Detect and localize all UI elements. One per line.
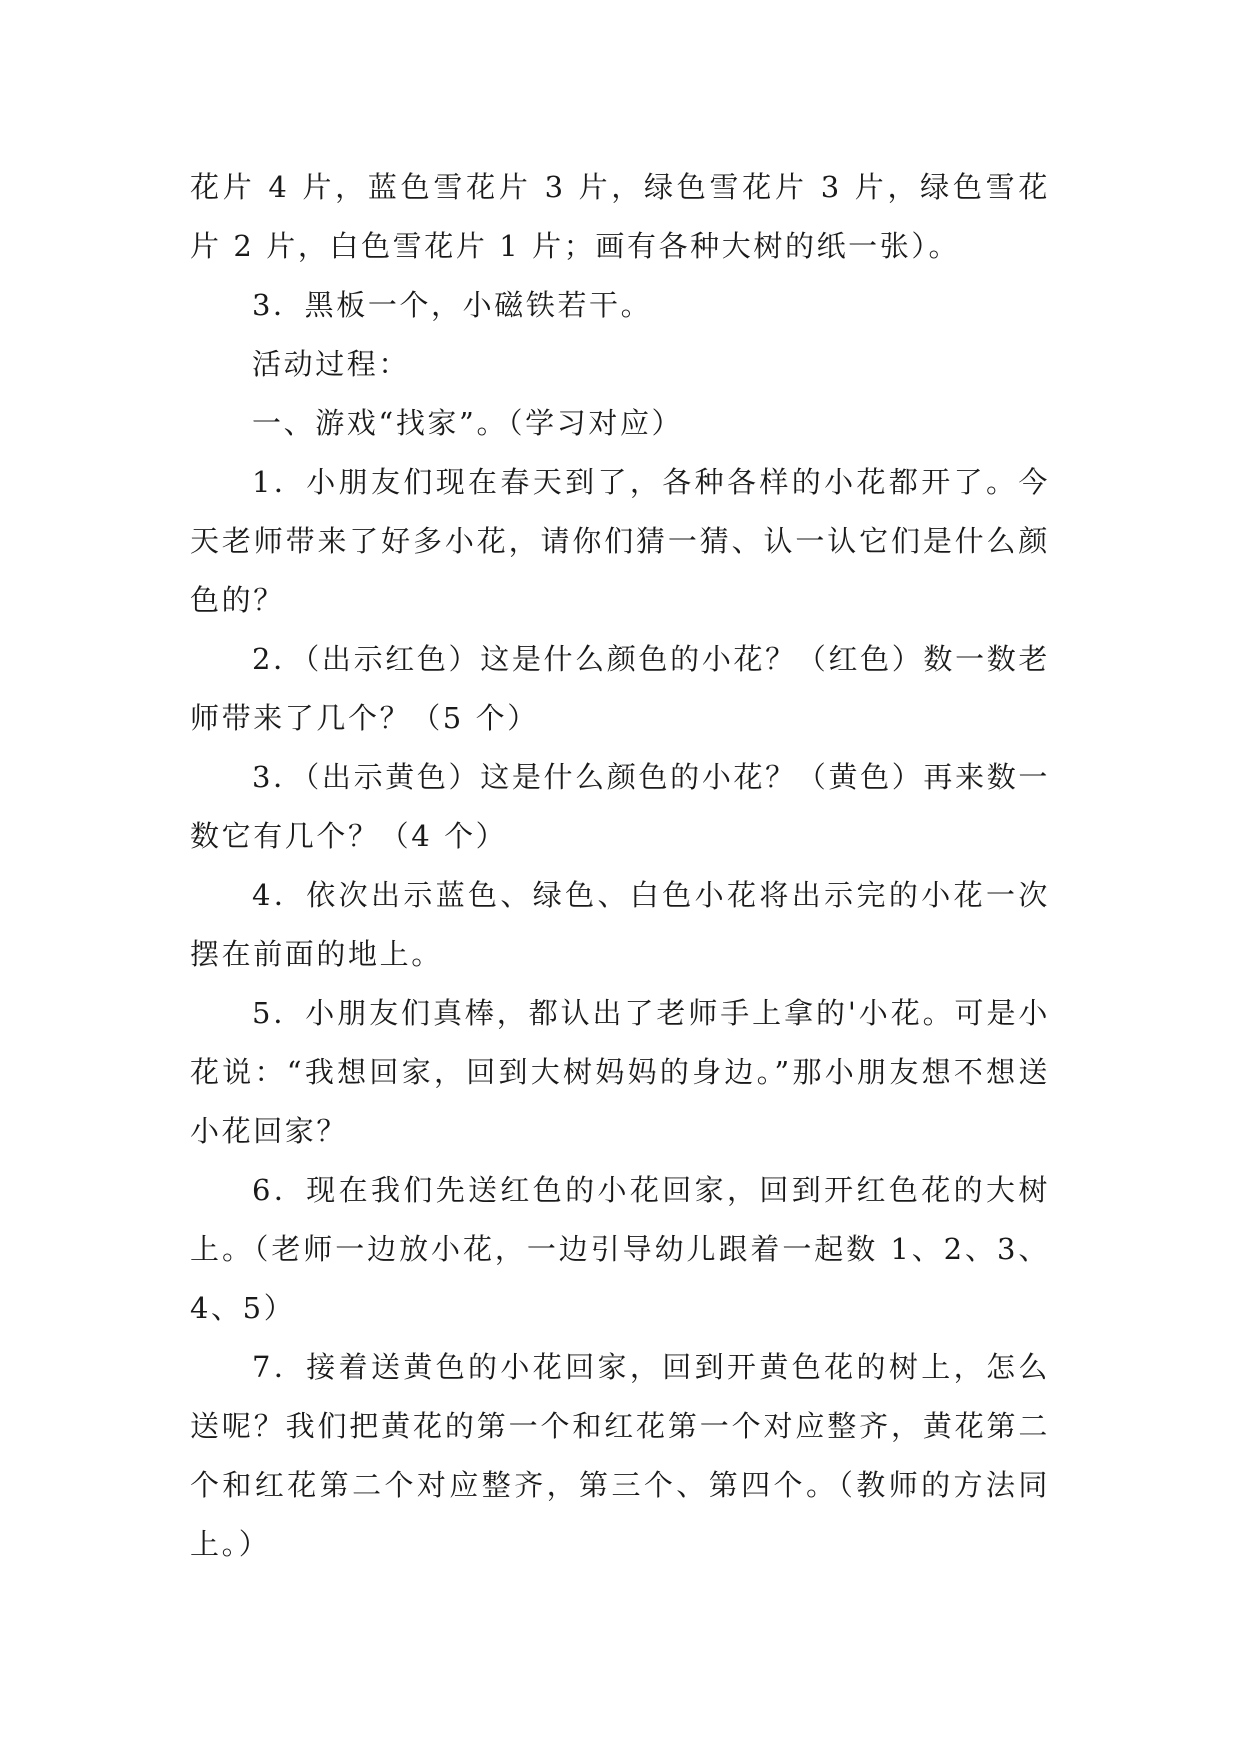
paragraph-continuation: 花片 4 片，蓝色雪花片 3 片，绿色雪花片 3 片，绿色雪花片 2 片，白色雪花片 1 片；画有各种大树的纸一张）。	[190, 170, 1050, 263]
paragraph-step-4: 4．依次出示蓝色、绿色、白色小花将出示完的小花一次摆在前面的地上。	[190, 878, 1050, 971]
paragraph-step-3: 3．（出示黄色）这是什么颜色的小花？（黄色）再来数一数它有几个？（4 个）	[190, 760, 1050, 853]
document-body	[190, 158, 1050, 1574]
subsection-heading-game: 一、游戏“找家”。（学习对应）	[252, 406, 684, 440]
paragraph-step-1: 1．小朋友们现在春天到了，各种各样的小花都开了。今天老师带来了好多小花，请你们猜一猜、认一认它们是什么颜色的？	[190, 465, 1050, 617]
paragraph-step-6: 6．现在我们先送红色的小花回家，回到开红色花的大树上。（老师一边放小花，一边引导幼儿跟着一起数 1、2、3、4、5）	[190, 1173, 1050, 1325]
section-heading-process: 活动过程：	[252, 347, 411, 381]
paragraph-materials-3: 3．黑板一个，小磁铁若干。	[252, 288, 653, 322]
paragraph-step-5: 5．小朋友们真棒，都认出了老师手上拿的'小花。可是小花说：“我想回家，回到大树妈妈的身边。”那小朋友想不想送小花回家？	[190, 996, 1050, 1148]
paragraph-step-2: 2．（出示红色）这是什么颜色的小花？（红色）数一数老师带来了几个？（5 个）	[190, 642, 1050, 735]
paragraph-step-7: 7．接着送黄色的小花回家，回到开黄色花的树上，怎么送呢？我们把黄花的第一个和红花第一个对应整齐，黄花第二个和红花第二个对应整齐，第三个、第四个。（教师的方法同上。）	[190, 1350, 1050, 1561]
